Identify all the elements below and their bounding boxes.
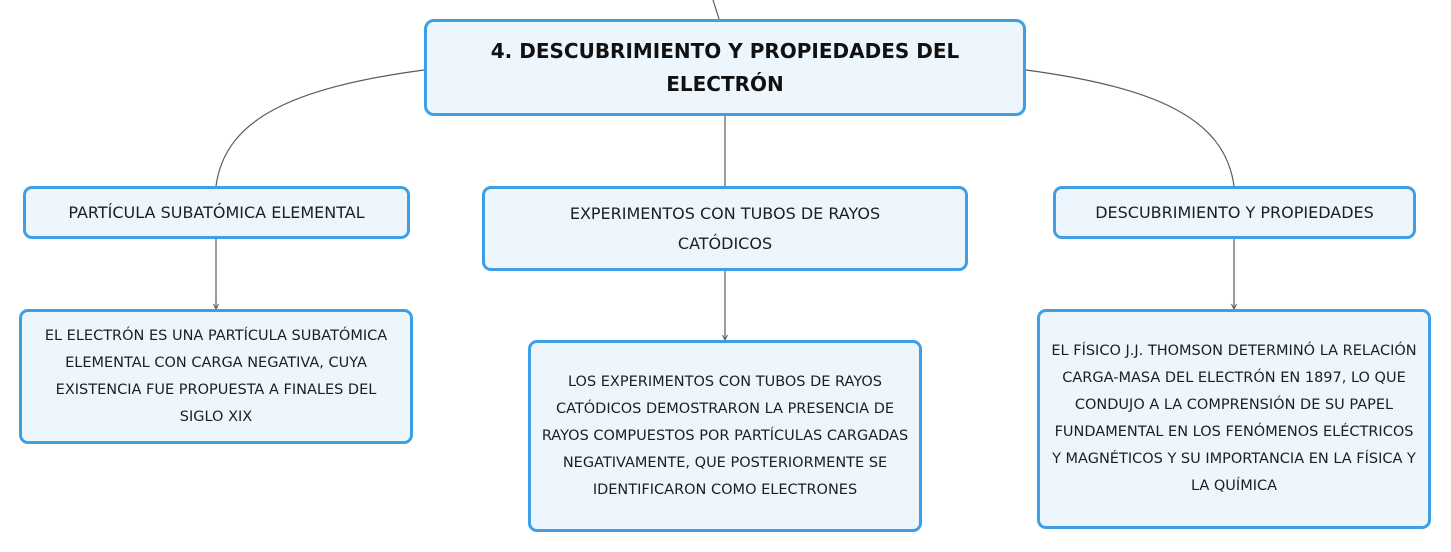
detail-node-experimentos[interactable] (528, 340, 922, 532)
root-topic-node[interactable] (424, 19, 1026, 116)
branch-node-descubrimiento[interactable] (1053, 186, 1416, 239)
root-topic-label: 4. DESCUBRIMIENTO Y PROPIEDADES DEL ELECTRÓN (490, 38, 960, 96)
branch-node-particula[interactable] (23, 186, 410, 239)
detail-text: EL FÍSICO J.J. THOMSON DETERMINÓ LA RELACIÓN CARGA-MASA DEL ELECTRÓN EN 1897, LO QUE CONDUJO A LA COMPRENSIÓN DE SU PAPEL FUNDAMENTAL EN LOS FENÓMENOS ELÉCTRICOS Y MAGNÉTICOS Y SU IMPORTANCIA EN LA FÍSICA Y LA QUÍMICA (1051, 343, 1417, 494)
detail-node-particula[interactable] (19, 309, 413, 444)
branch-label: EXPERIMENTOS CON TUBOS DE RAYOS CATÓDICOS (569, 203, 881, 253)
detail-text: LOS EXPERIMENTOS CON TUBOS DE RAYOS CATÓDICOS DEMOSTRARON LA PRESENCIA DE RAYOS COMPUESTOS POR PARTÍCULAS CARGADAS NEGATIVAMENTE, QUE POSTERIORMENTE SE IDENTIFICARON COMO ELECTRONES (541, 373, 909, 498)
connector-root-to-branch-3 (1026, 70, 1234, 186)
branch-label: PARTÍCULA SUBATÓMICA ELEMENTAL (68, 202, 365, 222)
connector-from-parent (713, 0, 719, 19)
branch-node-experimentos[interactable] (482, 186, 968, 271)
connector-root-to-branch-1 (216, 70, 424, 186)
branch-label: DESCUBRIMIENTO Y PROPIEDADES (1095, 202, 1374, 222)
detail-text: EL ELECTRÓN ES UNA PARTÍCULA SUBATÓMICA ELEMENTAL CON CARGA NEGATIVA, CUYA EXISTENCIA FUE PROPUESTA A FINALES DEL SIGLO XIX (44, 327, 388, 425)
detail-node-descubrimiento[interactable] (1037, 309, 1431, 529)
